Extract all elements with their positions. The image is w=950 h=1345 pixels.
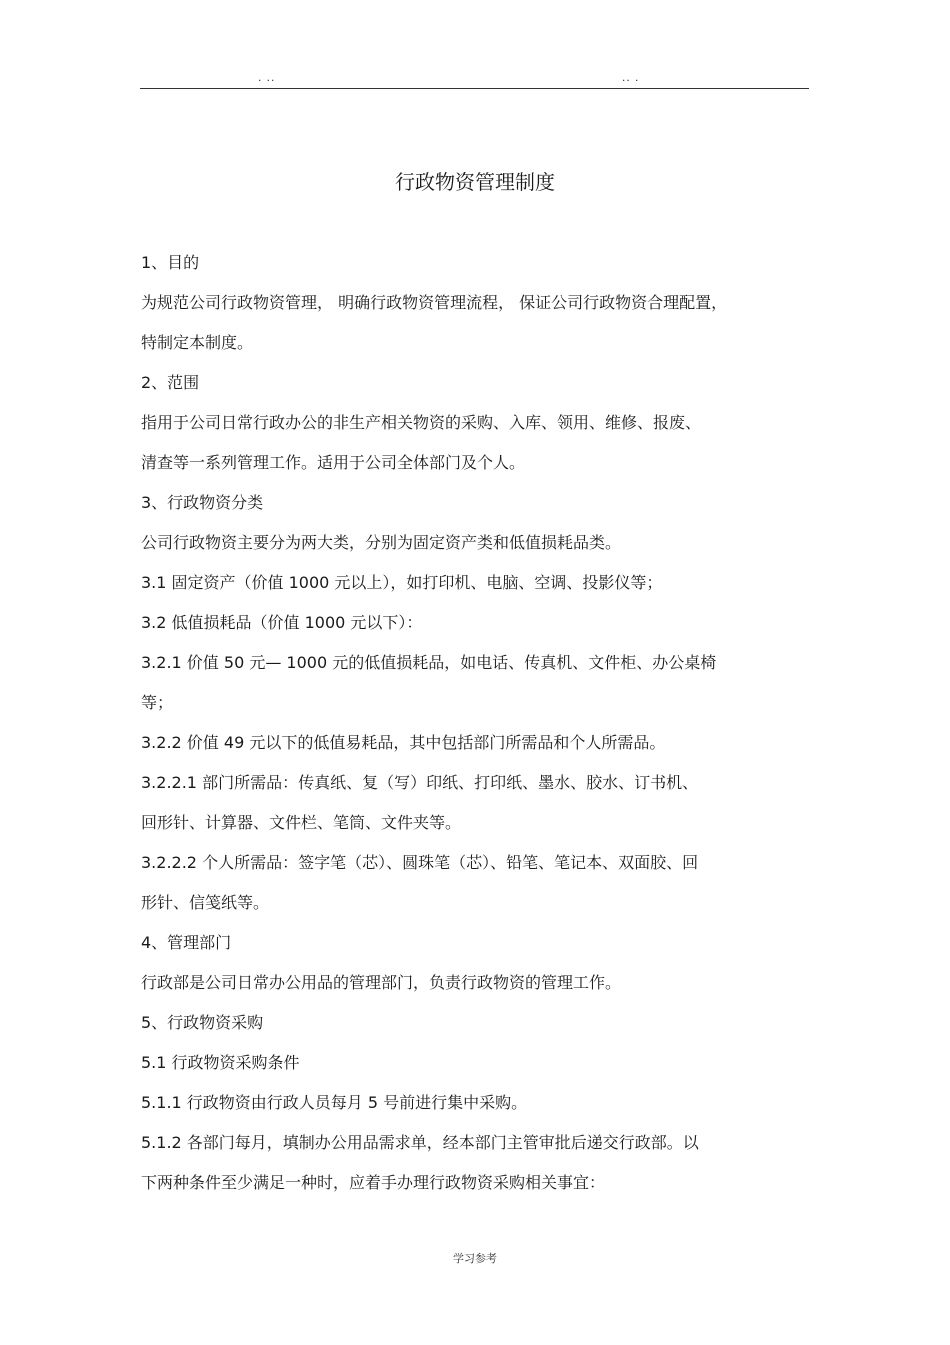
text-line: 3.2.2.1 部门所需品：传真纸、复（写）印纸、打印纸、墨水、胶水、订书机、 bbox=[141, 773, 699, 792]
text-line: 1、目的 bbox=[141, 253, 200, 272]
text-line: 5.1 行政物资采购条件 bbox=[141, 1053, 300, 1072]
text-line: 下两种条件至少满足一种时，应着手办理行政物资采购相关事宜： bbox=[141, 1173, 606, 1192]
header-mark-left: . .. bbox=[258, 70, 276, 84]
text-line: 5、行政物资采购 bbox=[141, 1013, 264, 1032]
text-line: 等； bbox=[141, 693, 174, 712]
text-line: 3.2.2.2 个人所需品：签字笔（芯）、圆珠笔（芯）、铅笔、笔记本、双面胶、回 bbox=[141, 853, 699, 872]
text-line: 清查等一系列管理工作。适用于公司全体部门及个人。 bbox=[141, 453, 526, 472]
page-footer: 学习参考 bbox=[453, 1252, 497, 1265]
text-line: 3、行政物资分类 bbox=[141, 493, 264, 512]
text-line: 形针、信笺纸等。 bbox=[141, 893, 270, 912]
header-rule bbox=[140, 88, 809, 89]
text-line: 2、范围 bbox=[141, 373, 200, 392]
text-line: 3.2 低值损耗品（价值 1000 元以下）： bbox=[141, 613, 423, 632]
header-mark-right: .. . bbox=[622, 70, 640, 84]
text-line: 公司行政物资主要分为两大类，分别为固定资产类和低值损耗品类。 bbox=[141, 533, 622, 552]
text-line: 行政部是公司日常办公用品的管理部门，负责行政物资的管理工作。 bbox=[141, 973, 622, 992]
text-line: 5.1.1 行政物资由行政人员每月 5 号前进行集中采购。 bbox=[141, 1093, 528, 1112]
text-line: 指用于公司日常行政办公的非生产相关物资的采购、入库、领用、维修、报废、 bbox=[141, 413, 702, 432]
text-line: 特制定本制度。 bbox=[141, 333, 254, 352]
text-line: 4、管理部门 bbox=[141, 933, 232, 952]
text-line: 3.1 固定资产（价值 1000 元以上），如打印机、电脑、空调、投影仪等； bbox=[141, 573, 663, 592]
document-title: 行政物资管理制度 bbox=[395, 170, 555, 194]
text-line: 3.2.2 价值 49 元以下的低值易耗品，其中包括部门所需品和个人所需品。 bbox=[141, 733, 666, 752]
text-line: 为规范公司行政物资管理， 明确行政物资管理流程， 保证公司行政物资合理配置， bbox=[141, 293, 728, 312]
text-line: 5.1.2 各部门每月，填制办公用品需求单，经本部门主管审批后递交行政部。以 bbox=[141, 1133, 699, 1152]
text-line: 3.2.1 价值 50 元— 1000 元的低值损耗品，如电话、传真机、文件柜、办公桌椅 bbox=[141, 653, 717, 672]
document-body bbox=[141, 250, 809, 1210]
text-line: 回形针、计算器、文件栏、笔筒、文件夹等。 bbox=[141, 813, 462, 832]
